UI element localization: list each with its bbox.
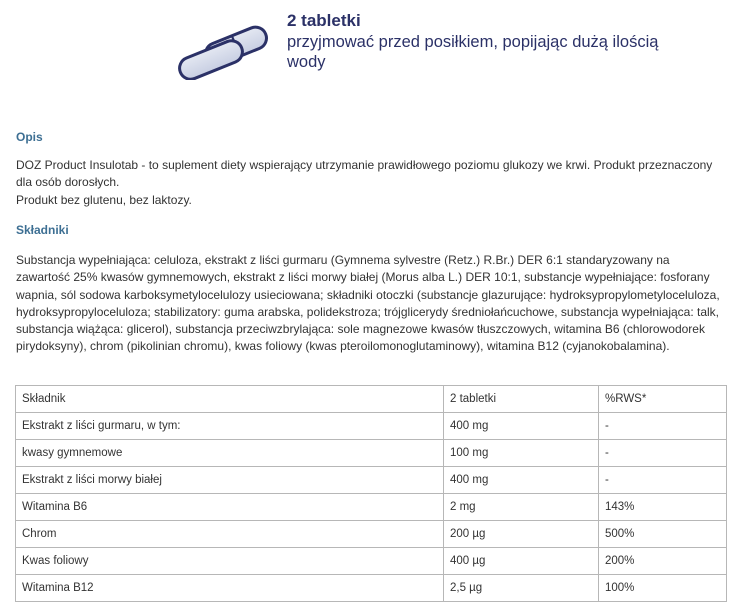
cell-ingredient: Ekstrakt z liści gurmaru, w tym:: [16, 413, 444, 440]
cell-rws: -: [599, 440, 727, 467]
cell-amount: 400 µg: [444, 548, 599, 575]
cell-amount: 2,5 µg: [444, 575, 599, 602]
pills-icon: [166, 20, 276, 80]
table-row: [16, 413, 727, 440]
dosage-banner: [0, 0, 735, 110]
table-row: [16, 548, 727, 575]
nutrition-table: [15, 385, 727, 602]
dosage-instructions: przyjmować przed posiłkiem, popijając dużą ilością wody: [287, 33, 659, 71]
cell-rws: -: [599, 413, 727, 440]
cell-rws: 143%: [599, 494, 727, 521]
header-cell-amount: 2 tabletki: [444, 386, 599, 413]
skladniki-text: Substancja wypełniająca: celuloza, ekstrakt z liści gurmaru (Gymnema sylvestre (Retz.) R.Br.) DER 6:1 standaryzowany na zawartość 25% kwasów gymnemowych, ekstrakt z liści morwy białej (Morus alba L.) DER 10:1, substancje wypełniające: fosforany wapnia, sól sodowa karboksymetylocelulozy usieciowana; składniki otoczki (substancje glazurujące: hydroksypropylometyloceluloza, hydroksypropyloceluloza; stabilizatory: guma arabska, polidekstroza; trójglicerydy średniołańcuchowe, substancja wypełniająca: talk, substancja wiążąca: glicerol), substancja przeciwzbrylająca: sole magnezowe kwasów tłuszczowych, witamina B6 (chlorowodorek pirydoksyny), chrom (pikolinian chromu), kwas foliowy (kwas pteroilomonoglutaminowy), witamina B12 (cyjanokobalamina).: [16, 253, 720, 354]
cell-amount: 200 µg: [444, 521, 599, 548]
dosage-title: 2 tabletki: [287, 11, 361, 30]
cell-amount: 100 mg: [444, 440, 599, 467]
table-row: [16, 521, 727, 548]
cell-rws: 100%: [599, 575, 727, 602]
cell-amount: 400 mg: [444, 413, 599, 440]
table-row: [16, 575, 727, 602]
opis-text-allergens: Produkt bez glutenu, bez laktozy.: [16, 193, 192, 207]
opis-heading: Opis: [16, 130, 43, 144]
header-cell-ingredient: Składnik: [16, 386, 444, 413]
cell-ingredient: Chrom: [16, 521, 444, 548]
cell-ingredient: kwasy gymnemowe: [16, 440, 444, 467]
cell-rws: 500%: [599, 521, 727, 548]
cell-ingredient: Witamina B12: [16, 575, 444, 602]
cell-amount: 2 mg: [444, 494, 599, 521]
cell-ingredient: Kwas foliowy: [16, 548, 444, 575]
cell-ingredient: Witamina B6: [16, 494, 444, 521]
cell-amount: 400 mg: [444, 467, 599, 494]
skladniki-heading: Składniki: [16, 223, 69, 237]
cell-rws: 200%: [599, 548, 727, 575]
opis-text: DOZ Product Insulotab - to suplement diety wspierający utrzymanie prawidłowego poziomu glukozy we krwi. Produkt przeznaczony dla osób dorosłych.: [16, 158, 713, 190]
header-cell-rws: %RWS*: [599, 386, 727, 413]
cell-rws: -: [599, 467, 727, 494]
cell-ingredient: Ekstrakt z liści morwy białej: [16, 467, 444, 494]
table-row: [16, 467, 727, 494]
table-row: [16, 440, 727, 467]
table-header-row: [16, 386, 727, 413]
table-row: [16, 494, 727, 521]
